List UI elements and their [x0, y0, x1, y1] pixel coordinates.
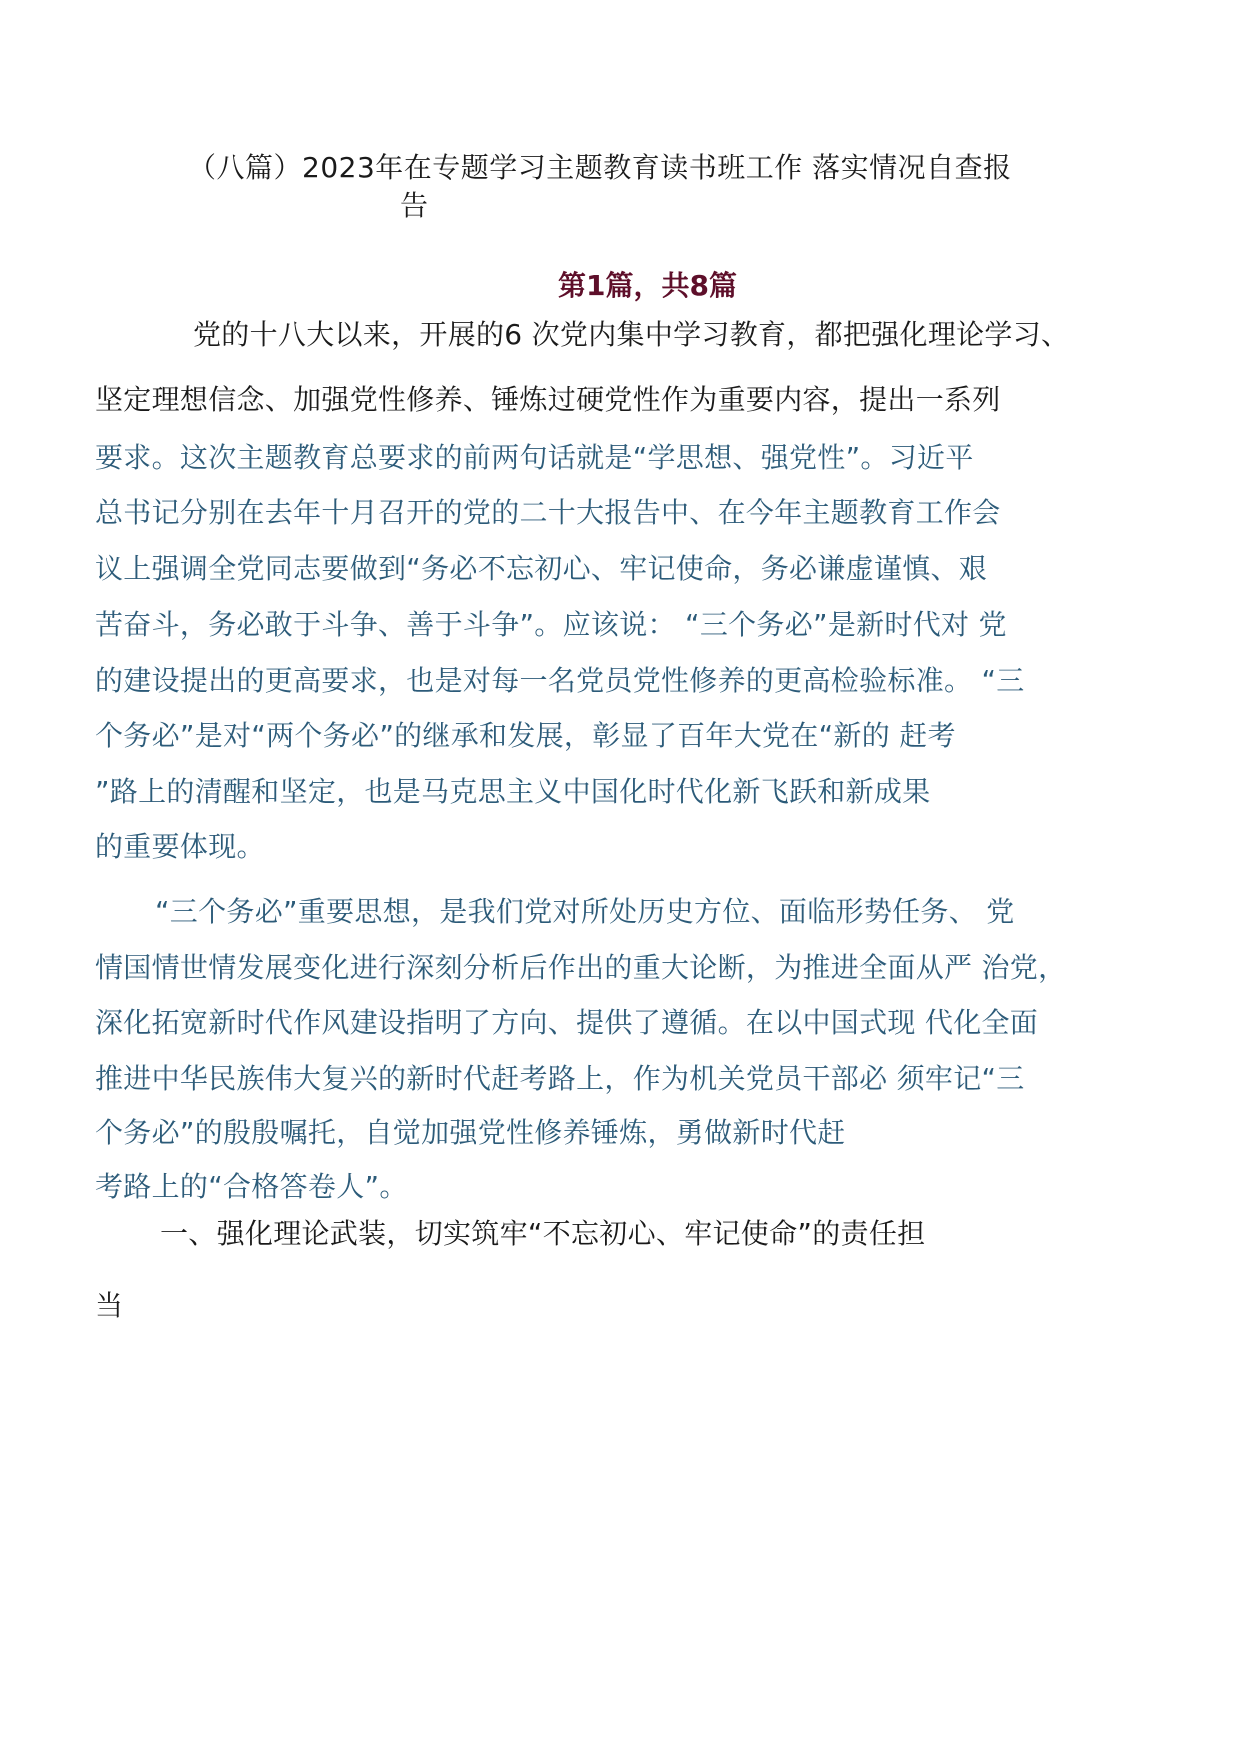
- paragraph-1-line-9: ”路上的清醒和坚定，也是马克思主义中国化时代化新飞跃和新成果: [95, 775, 931, 808]
- document-title-line-2: 告: [400, 189, 429, 222]
- paragraph-2-line-5: 个务必”的殷殷嘱托，自觉加强党性修养锤炼，勇做新时代赶: [95, 1116, 846, 1149]
- section-heading-line-1: 一、强化理论武装，切实筑牢“不忘初心、牢记使命”的责任担: [160, 1217, 926, 1250]
- paragraph-2-line-2: 情国情世情发展变化进行深刻分析后作出的重大论断，为推进全面从严 治党，: [95, 951, 1067, 984]
- document-title-line-1: （八篇）2023年在专题学习主题教育读书班工作 落实情况自查报: [188, 151, 1012, 184]
- paragraph-1-line-4: 总书记分别在去年十月召开的党的二十大报告中、在今年主题教育工作会: [95, 496, 1001, 529]
- document-subtitle: 第1篇，共8篇: [558, 269, 737, 302]
- paragraph-1-line-5: 议上强调全党同志要做到“务必不忘初心、牢记使命，务必谦虚谨慎、艰: [95, 552, 988, 585]
- paragraph-2-line-6: 考路上的“合格答卷人”。: [95, 1170, 408, 1203]
- paragraph-1-line-10: 的重要体现。: [95, 830, 265, 863]
- paragraph-1-line-6: 苦奋斗，务必敢于斗争、善于斗争”。应该说： “三个务必”是新时代对 党: [95, 608, 1007, 641]
- paragraph-1-line-1: 党的十八大以来，开展的6 次党内集中学习教育，都把强化理论学习、: [193, 318, 1070, 351]
- paragraph-1-line-3: 要求。这次主题教育总要求的前两句话就是“学思想、强党性”。习近平: [95, 441, 974, 474]
- paragraph-1-line-2: 坚定理想信念、加强党性修养、锤炼过硬党性作为重要内容，提出一系列: [95, 383, 1001, 416]
- paragraph-2-line-1: “三个务必”重要思想，是我们党对所处历史方位、面临形势任务、 党: [155, 895, 1015, 928]
- paragraph-2-line-4: 推进中华民族伟大复兴的新时代赶考路上，作为机关党员干部必 须牢记“三: [95, 1062, 1025, 1095]
- paragraph-2-line-3: 深化拓宽新时代作风建设指明了方向、提供了遵循。在以中国式现 代化全面: [95, 1006, 1039, 1039]
- paragraph-1-line-7: 的建设提出的更高要求，也是对每一名党员党性修养的更高检验标准。 “三: [95, 664, 1025, 697]
- section-heading-line-2: 当: [95, 1289, 124, 1322]
- paragraph-1-line-8: 个务必”是对“两个务必”的继承和发展，彰显了百年大党在“新的 赶考: [95, 719, 956, 752]
